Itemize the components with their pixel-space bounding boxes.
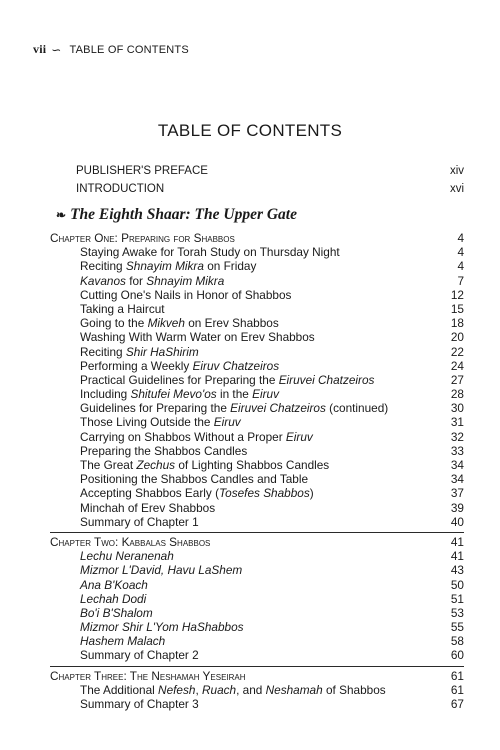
toc-entry — [50, 697, 464, 711]
page-number: 18 — [450, 316, 464, 331]
toc-entry-label — [80, 486, 314, 500]
page-number: 58 — [450, 634, 464, 649]
italic-term: Shnayim Mikra — [125, 259, 204, 274]
italic-term: Eiruv — [285, 429, 313, 444]
toc-entry — [50, 430, 464, 444]
entry-text: Taking a Haircut — [80, 301, 165, 316]
front-matter-list — [76, 162, 464, 198]
toc-entry-label — [80, 578, 148, 592]
toc-entry — [50, 472, 464, 486]
toc-entry-label — [80, 316, 279, 330]
toc-entry — [50, 563, 464, 577]
page-number: 37 — [450, 486, 464, 501]
front-matter-row — [76, 180, 464, 198]
page-number: 7 — [457, 273, 464, 288]
page-number: 39 — [450, 500, 464, 515]
italic-term: Tosefes Shabbos — [219, 486, 310, 501]
toc-entry — [50, 683, 464, 697]
page-number: 27 — [450, 372, 464, 387]
toc-entry — [50, 373, 464, 387]
entry-text: of Lighting Shabbos Candles — [175, 458, 330, 472]
italic-term: Eiruv — [252, 387, 279, 402]
ornament-icon: ∽ — [51, 42, 62, 57]
italic-term: Eiruv — [213, 415, 241, 430]
page-number: 12 — [450, 287, 464, 302]
entry-text: Washing With Warm Water on Erev Shabbos — [80, 330, 315, 345]
page-number: 33 — [450, 443, 464, 458]
toc-entry — [50, 259, 464, 273]
chapter-heading — [50, 231, 464, 245]
toc-entry-label — [80, 259, 256, 273]
italic-term: Lechu Neranenah — [80, 549, 174, 564]
italic-term: Hashem Malach — [80, 634, 166, 649]
toc-entry — [50, 458, 464, 472]
toc-entry — [50, 345, 464, 359]
page-number: 53 — [450, 605, 464, 620]
entry-text: Positioning the Shabbos Candles and Table — [80, 472, 309, 487]
italic-term: Eiruv Chatzeiros — [192, 358, 280, 373]
toc-entry-label — [80, 430, 313, 444]
page-number: 50 — [450, 577, 464, 592]
toc-entry — [50, 245, 464, 259]
toc-entry — [50, 501, 464, 515]
page-number: 41 — [450, 534, 464, 549]
italic-term: Ana B'Koach — [80, 577, 148, 592]
entry-text: of Shabbos — [322, 682, 386, 697]
page-number: 43 — [450, 563, 464, 578]
italic-term: Bo'i B'Shalom — [80, 605, 153, 620]
italic-term: Shnayim Mikra — [146, 273, 225, 288]
entry-text: for — [125, 273, 147, 288]
toc-entry — [50, 578, 464, 592]
toc-entry-label — [80, 549, 174, 563]
toc-entry-label — [80, 634, 165, 648]
toc-entry-label — [80, 345, 199, 359]
toc-entry-label — [80, 592, 146, 606]
toc-entry — [50, 288, 464, 302]
page-number: 60 — [450, 648, 464, 663]
page-number: 51 — [450, 591, 464, 606]
page-number: 4 — [457, 245, 464, 260]
page-number: 61 — [450, 668, 464, 683]
toc-entry — [50, 592, 464, 606]
page-number: 15 — [450, 301, 464, 316]
entry-text: Summary of Chapter 3 — [80, 697, 199, 711]
page-number: 4 — [457, 259, 464, 274]
page-number: 28 — [450, 387, 464, 402]
page-number: 30 — [450, 401, 464, 416]
italic-term: Nefesh — [158, 682, 196, 697]
toc-entry — [50, 620, 464, 634]
italic-term: Lechah Dodi — [80, 591, 147, 606]
toc-entry-label — [80, 245, 340, 259]
italic-term: Eiruvei Chatzeiros — [278, 372, 375, 387]
entry-text: on Erev Shabbos — [184, 316, 279, 331]
page-number: 31 — [450, 415, 464, 430]
entry-text: The Great — [80, 458, 137, 472]
page-number: 22 — [450, 344, 464, 359]
toc-entry — [50, 486, 464, 500]
toc-entry-label — [80, 373, 374, 387]
entry-text: Performing a Weekly — [80, 358, 193, 373]
entry-text: Summary of Chapter 2 — [80, 648, 199, 663]
toc-entry — [50, 634, 464, 648]
entry-text: on Friday — [203, 259, 257, 274]
toc-entry-label — [80, 648, 199, 662]
chapter-title: Chapter Three: The Neshamah Yeseirah — [50, 668, 246, 683]
italic-term: Shitufei Mevo'os — [130, 387, 217, 402]
entry-text: , and — [236, 682, 266, 697]
toc-entry — [50, 401, 464, 415]
toc-entry — [50, 302, 464, 316]
page-number: 20 — [450, 330, 464, 345]
entry-text: Cutting One's Nails in Honor of Shabbos — [80, 287, 292, 302]
toc-entry-label — [80, 515, 199, 529]
entry-text: , — [195, 682, 202, 697]
page-number: 24 — [450, 358, 464, 373]
toc-entry — [50, 444, 464, 458]
page-number: xiv — [449, 165, 464, 177]
toc-entry-label — [80, 683, 386, 697]
toc-entry — [50, 274, 464, 288]
toc-entry-label — [80, 387, 279, 401]
entry-text: The Additional — [80, 682, 159, 697]
entry-text: Those Living Outside the — [80, 415, 214, 430]
running-head — [33, 42, 189, 57]
page-number: xvi — [449, 183, 464, 195]
page-number: 61 — [450, 682, 464, 697]
italic-term: Eiruvei Chatzeiros — [230, 401, 326, 416]
italic-term: Kavanos — [80, 273, 126, 288]
italic-term: Neshamah — [265, 682, 323, 697]
italic-term: Mizmor Shir L'Yom HaShabbos — [80, 620, 244, 635]
toc-entry-label — [80, 697, 199, 711]
entry-text: (continued) — [325, 401, 389, 416]
page-number: 41 — [450, 549, 464, 564]
front-matter-label: PUBLISHER'S PREFACE — [76, 165, 208, 177]
chapter-divider — [50, 532, 464, 533]
page-number: 4 — [457, 231, 464, 245]
italic-term: Zechus — [136, 458, 176, 472]
page-number: 40 — [450, 514, 464, 529]
entry-text: ) — [309, 486, 314, 501]
toc-entry — [50, 330, 464, 344]
front-matter-row — [76, 162, 464, 180]
chapter-title: Chapter One: Preparing for Shabbos — [50, 231, 235, 245]
toc-entry-label — [80, 444, 247, 458]
toc-entry-label — [80, 606, 153, 620]
toc-entry-label — [80, 359, 279, 373]
italic-term: Shir HaShirim — [125, 344, 199, 359]
running-head-title: TABLE OF CONTENTS — [69, 43, 189, 56]
toc-list — [50, 231, 464, 711]
entry-text: Staying Awake for Torah Study on Thursday Night — [80, 245, 340, 260]
toc-entry — [50, 387, 464, 401]
page-folio: vii — [33, 42, 47, 56]
toc-entry-label — [80, 620, 244, 634]
toc-entry-label — [80, 302, 165, 316]
toc-entry — [50, 316, 464, 330]
page-number: 34 — [450, 458, 464, 472]
entry-text: Summary of Chapter 1 — [80, 514, 199, 529]
chapter-heading — [50, 535, 464, 549]
toc-entry — [50, 606, 464, 620]
chapter-heading — [50, 669, 464, 683]
chapter-title: Chapter Two: Kabbalas Shabbos — [50, 534, 211, 549]
toc-entry-label — [80, 501, 215, 515]
toc-entry-label — [80, 563, 242, 577]
page-number: 55 — [450, 620, 464, 635]
toc-entry-label — [80, 458, 329, 472]
entry-text: Including — [80, 387, 131, 402]
toc-entry-label — [80, 288, 291, 302]
toc-entry-label — [80, 330, 315, 344]
entry-text: Reciting — [80, 344, 126, 359]
entry-text: Reciting — [80, 259, 126, 274]
italic-term: Mikveh — [147, 316, 185, 331]
toc-entry-label — [80, 415, 241, 429]
italic-term: Ruach — [202, 682, 237, 697]
italic-term: Mizmor L'David, Havu LaShem — [80, 563, 243, 578]
entry-text: Accepting Shabbos Early ( — [80, 486, 220, 501]
page-number: 67 — [450, 697, 464, 711]
entry-text: Minchah of Erev Shabbos — [80, 500, 216, 515]
entry-text: Guidelines for Preparing the — [80, 401, 231, 416]
toc-entry — [50, 515, 464, 529]
entry-text: Practical Guidelines for Preparing the — [80, 372, 279, 387]
front-matter-label: INTRODUCTION — [76, 183, 165, 195]
toc-entry — [50, 648, 464, 662]
page-number: 34 — [450, 472, 464, 487]
entry-text: Preparing the Shabbos Candles — [80, 443, 248, 458]
toc-entry — [50, 549, 464, 563]
page-number: 32 — [450, 429, 464, 444]
chapter-divider — [50, 666, 464, 667]
page-title: TABLE OF CONTENTS — [157, 121, 343, 140]
toc-entry-label — [80, 274, 224, 288]
entry-text: Going to the — [80, 316, 148, 331]
section-heading — [56, 206, 297, 224]
toc-entry — [50, 415, 464, 429]
entry-text: in the — [216, 387, 253, 402]
toc-entry-label — [80, 401, 388, 415]
toc-entry-label — [80, 472, 308, 486]
entry-text: Carrying on Shabbos Without a Proper — [80, 429, 286, 444]
fleuron-icon: ❧ — [56, 207, 67, 222]
toc-entry — [50, 359, 464, 373]
section-heading-text: The Eighth Shaar: The Upper Gate — [70, 206, 297, 223]
